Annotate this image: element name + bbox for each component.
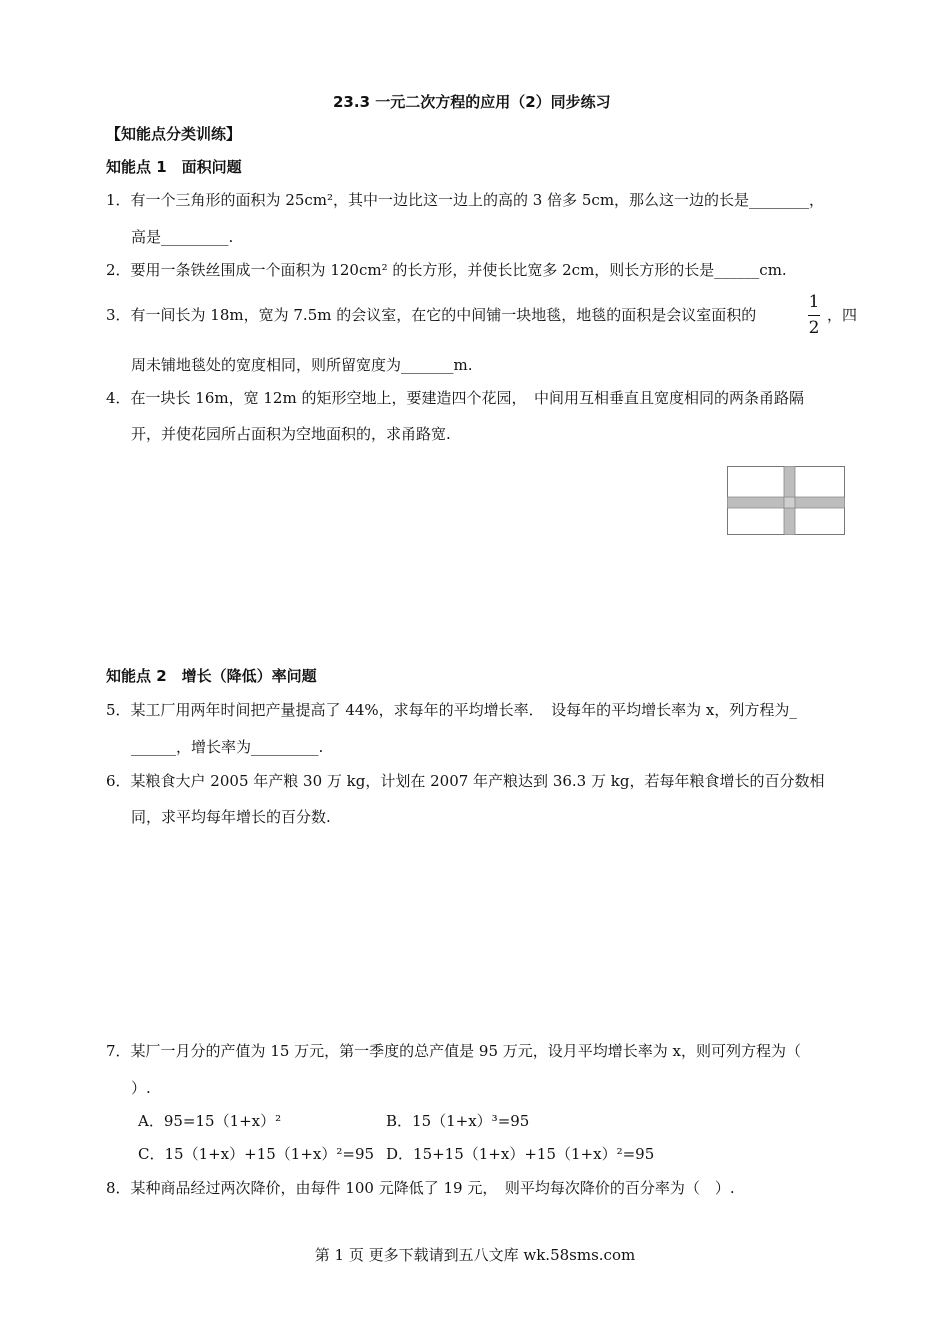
question-5-line-1: 5．某工厂用两年时间把产量提高了 44%，求每年的平均增长率． 设每年的平均增长率为 x，列方程为_ bbox=[106, 701, 797, 719]
fraction-numerator: 1 bbox=[808, 292, 820, 312]
page-footer: 第 1 页 更多下载请到五八文库 wk.58sms.com bbox=[314, 1246, 636, 1264]
question-4-line-1: 4．在一块长 16m，宽 12m 的矩形空地上，要建造四个花园， 中间用互相垂直且宽度相同的两条甬路隔 bbox=[106, 389, 804, 407]
option-c: C．15（1+x）+15（1+x）²=95 bbox=[138, 1145, 375, 1163]
question-3-line-2: 周未铺地毯处的宽度相同，则所留宽度为_______m. bbox=[131, 356, 473, 374]
topic-area-heading: 知能点 1 面积问题 bbox=[106, 158, 242, 176]
question-3-line-1: 3．有一间长为 18m，宽为 7.5m 的会议室，在它的中间铺一块地毯，地毯的面积是会议室面积的 bbox=[106, 306, 757, 324]
question-7-line-2: ）. bbox=[131, 1079, 151, 1097]
garden-paths-diagram bbox=[727, 466, 847, 536]
fraction-bar bbox=[808, 315, 820, 316]
question-1-line-1: 1．有一个三角形的面积为 25cm²，其中一边比这一边上的高的 3 倍多 5cm，那么这一边的长是________， bbox=[106, 191, 825, 209]
question-6-line-2: 同，求平均每年增长的百分数. bbox=[131, 808, 331, 826]
page-title: 23.3 一元二次方程的应用（2）同步练习 bbox=[333, 93, 611, 111]
topic-growth-heading: 知能点 2 增长（降低）率问题 bbox=[106, 667, 317, 685]
question-7-line-1: 7．某厂一月分的产值为 15 万元，第一季度的总产值是 95 万元，设月平均增长率为 x，则可列方程为（ bbox=[106, 1042, 802, 1060]
option-d: D．15+15（1+x）+15（1+x）²=95 bbox=[386, 1145, 655, 1163]
option-b: B．15（1+x）³=95 bbox=[386, 1112, 530, 1130]
question-2: 2．要用一条铁丝围成一个面积为 120cm² 的长方形，并使长比宽多 2cm，则长方形的长是______cm. bbox=[106, 261, 787, 279]
question-6-line-1: 6．某粮食大户 2005 年产粮 30 万 kg，计划在 2007 年产粮达到 36.3 万 kg，若每年粮食增长的百分数相 bbox=[106, 772, 825, 790]
question-1-line-2: 高是_________. bbox=[131, 228, 234, 246]
section-header: 【知能点分类训练】 bbox=[106, 125, 242, 143]
question-4-line-2: 开，并使花园所占面积为空地面积的，求甬路宽. bbox=[131, 425, 451, 443]
option-a: A．95=15（1+x）² bbox=[138, 1112, 282, 1130]
path-crossing bbox=[784, 497, 795, 508]
fraction-denominator: 2 bbox=[808, 318, 820, 338]
question-3-line-1-tail: ，四 bbox=[827, 306, 858, 324]
question-5-line-2: ______，增长率为_________. bbox=[131, 738, 324, 756]
question-8: 8．某种商品经过两次降价，由每件 100 元降低了 19 元， 则平均每次降价的百分率为（ ）. bbox=[106, 1179, 735, 1197]
